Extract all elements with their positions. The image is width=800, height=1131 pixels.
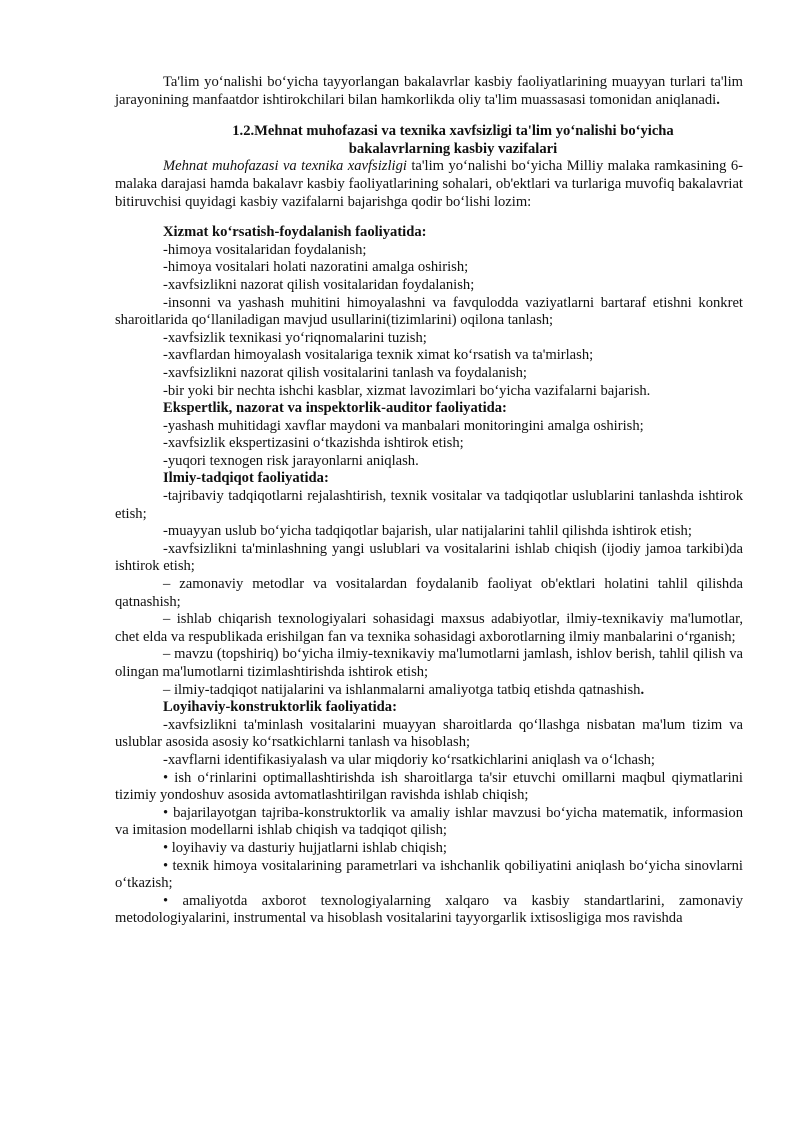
research-item: – ishlab chiqarish texnologiyalari sohasidagi maxsus adabiyotlar, ilmiy-texnikaviy ma'lumotlar, chet elda va respublikada erishilgan fan va texnika sohasidagi axborotlarning ilmiy manbalarini o‘rganish; xyxy=(115,611,743,645)
design-item: -xavflarni identifikasiyalash va ular miqdoriy ko‘rsatkichlarini aniqlash va o‘lchash; xyxy=(163,751,655,768)
service-item: -bir yoki bir nechta ishchi kasblar, xizmat lavozimlari bo‘yicha vazifalarni bajarish. xyxy=(163,382,651,399)
service-item: -himoya vositalari holati nazoratini amalga oshirish; xyxy=(163,259,469,276)
design-item: • texnik himoya vositalarining parametrlari va ishchanlik qobiliyatini aniqlash bo‘yicha sinovlarni o‘tkazish; xyxy=(115,857,743,892)
service-item: -insonni va yashash muhitini himoyalashni va favqulodda vaziyatlarni bartaraf etishni konkret sharoitlarida qo‘llaniladigan mavjud usullarini(tizimlarini) oqilona tanlash; xyxy=(115,294,743,329)
intro-paragraph xyxy=(115,74,743,109)
intro-end: . xyxy=(716,91,720,108)
expert-item: -yashash muhitidagi xavflar maydoni va manbalari monitoringini amalga oshirish; xyxy=(163,417,644,434)
research-item: -xavfsizlikni ta'minlashning yangi uslublari va vositalarini ishlab chiqish (ijodiy jamoa tarkibi)da ishtirok etish; xyxy=(115,540,743,575)
intro-text: Ta'lim yo‘nalishi bo‘yicha tayyorlangan bakalavrlar kasbiy faoliyatlarining muayyan turlari ta'lim jarayonining manfaatdor ishtirokchilari bilan hamkorlikda oliy ta'lim muassasasi tomonidan aniqlanadi xyxy=(115,74,743,108)
expert-title: Ekspertlik, nazorat va inspektorlik-auditor faoliyatida: xyxy=(163,400,507,417)
lead-italic: Mehnat muhofazasi va texnika xavfsizligi xyxy=(163,158,407,175)
design-item: -xavfsizlikni ta'minlash vositalarini muayyan sharoitlarda qo‘llashga nisbatan ma'lum tizim va uslublar asosida asosiy ko‘rsatkichlarni tanlash va hisoblash; xyxy=(115,716,743,751)
service-item: -xavfsizlikni nazorat qilish vositalarini tanlash va foydalanish; xyxy=(163,364,527,381)
service-item: -himoya vositalaridan foydalanish; xyxy=(163,241,367,258)
heading-line-1: 1.2.Mehnat muhofazasi va texnika xavfsizligi ta'lim yo‘nalishi bo‘yicha xyxy=(232,123,674,140)
lead-text: ta'lim yo‘nalishi bo‘yicha Milliy malaka ramkasining 6-malaka darajasi hamda bakalavr kasbiy faoliyatlarining sohalari, ob'ektlari va turlariga muvofiq bakalavriat bitiruvchisi quyidagi kasbiy vazifalarni bajarishga qodir bo‘lishi lozim: xyxy=(115,158,743,210)
service-item: -xavfsizlikni nazorat qilish vositalaridan foydalanish; xyxy=(163,276,475,293)
design-title: Loyihaviy-konstruktorlik faoliyatida: xyxy=(163,699,397,716)
design-item: • ish o‘rinlarini optimallashtirishda ish sharoitlarga ta'sir etuvchi omillarni maqbul qiymatlarini tizimiy yondoshuv asosida avtomatlashtirilgan ravishda ishlab chiqish; xyxy=(115,769,743,804)
research-item-last-end: . xyxy=(640,681,645,698)
research-title: Ilmiy-tadqiqot faoliyatida: xyxy=(163,470,329,487)
section-heading xyxy=(115,123,743,158)
research-item: – zamonaviy metodlar va vositalardan foydalanib faoliyat ob'ektlari holatini tahlil qilishda qatnashish; xyxy=(115,576,743,610)
lead-paragraph xyxy=(115,158,743,211)
service-item: -xavfsizlik texnikasi yo‘riqnomalarini tuzish; xyxy=(163,329,427,346)
heading-line-2: bakalavrlarning kasbiy vazifalari xyxy=(348,140,558,157)
design-item: • amaliyotda axborot texnologiyalarning xalqaro va kasbiy standartlarini, zamonaviy metodologiyalarini, instrumental va hisoblash vositalarini tayyorgarlik ixtisosligiga mos ravishda xyxy=(115,892,743,927)
research-item-last-text: – ilmiy-tadqiqot natijalarini va ishlanmalarni amaliyotga tatbiq etishda qatnashish xyxy=(163,681,641,698)
research-item-last xyxy=(115,682,743,700)
expert-item: -xavfsizlik ekspertizasini o‘tkazishda ishtirok etish; xyxy=(163,435,464,452)
research-item: -muayyan uslub bo‘yicha tadqiqotlar bajarish, ular natijalarini tahlil qilishda ishtirok etish; xyxy=(163,523,692,540)
design-item: • bajarilayotgan tajriba-konstruktorlik va amaliy ishlar mavzusi bo‘yicha matematik, informasion va imitasion modellarni ishlab chiqish va tadqiqot qilish; xyxy=(115,804,743,839)
design-item: • loyihaviy va dasturiy hujjatlarni ishlab chiqish; xyxy=(163,839,447,856)
service-title: Xizmat ko‘rsatish-foydalanish faoliyatida: xyxy=(163,224,427,241)
service-item: -xavflardan himoyalash vositalariga texnik ximat ko‘rsatish va ta'mirlash; xyxy=(163,347,594,364)
research-item: – mavzu (topshiriq) bo‘yicha ilmiy-texnikaviy ma'lumotlarni jamlash, ishlov berish, tahlil qilish va olingan ma'lumotlarni tizimlashtirishda ishtirok etish; xyxy=(115,646,743,680)
expert-item: -yuqori texnogen risk jarayonlarni aniqlash. xyxy=(163,452,419,469)
research-item: -tajribaviy tadqiqotlarni rejalashtirish, texnik vositalar va tadqiqotlar uslublarini tanlashda ishtirok etish; xyxy=(115,488,743,522)
